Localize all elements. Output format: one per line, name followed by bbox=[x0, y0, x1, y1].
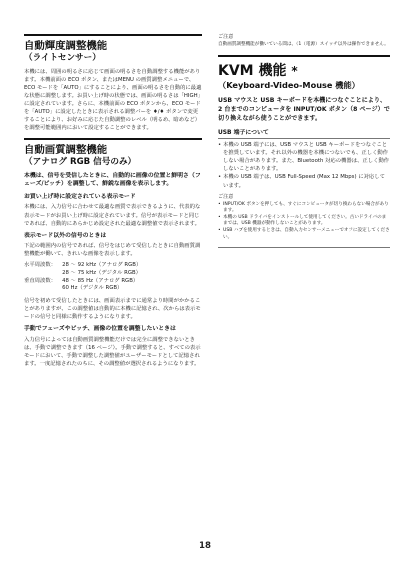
frequency-label bbox=[24, 285, 62, 293]
frequency-value: 48 ～ 85 Hz（アナログ RGB） bbox=[62, 277, 139, 284]
kvm-subtitle: （Keyboard-Video-Mouse 機能） bbox=[218, 79, 360, 90]
frequency-value: 60 Hz（デジタル RGB） bbox=[62, 285, 123, 292]
right-column bbox=[218, 34, 390, 251]
frequency-label: 水平周波数： bbox=[24, 262, 57, 269]
frequency-label bbox=[24, 270, 62, 278]
preset-mode-heading: お買い上げ時に設定されている表示モード bbox=[24, 193, 136, 200]
list-item: • INPUT/OK ボタンを押しても、すぐにコンピュータが切り換わらない場合があります。 bbox=[218, 202, 390, 215]
frequency-row bbox=[24, 270, 147, 278]
section-title-light-sensor bbox=[24, 40, 202, 64]
frequency-value: 28 ～ 75 kHz（デジタル RGB） bbox=[62, 270, 141, 276]
other-mode-text: 下記の範囲内の信号であれば、信号をはじめて受信したときに自動画質調整機能が働いて、きれいな画像を表示します。 bbox=[24, 243, 201, 258]
kvm-title bbox=[218, 63, 390, 79]
kvm-lead: USB マウスと USB キーボードを本機につなぐことにより、2 台までのコンピュータを INPUT/OK ボタン（8 ページ）で切り換えながら使うことができます。 bbox=[218, 96, 390, 122]
note-label: ご注意 bbox=[218, 34, 234, 40]
section-title-text: 自動画質調整機能 bbox=[24, 144, 108, 157]
frequency-table bbox=[24, 262, 147, 292]
note-label: ご注意 bbox=[218, 193, 234, 200]
note-text: 自動画質調整機能が働いている間は、（1（電源）スイッチ以外は操作できません。 bbox=[218, 42, 389, 47]
list-item: • 本機の USB 端子は、USB Full-Speed (Max 12 Mbps) に対応しています。 bbox=[218, 173, 390, 189]
frequency-row bbox=[24, 262, 147, 270]
kvm-title-mark: * bbox=[291, 63, 298, 78]
preset-mode-text: 本機には、入力信号に合わせて最適な画質で表示できるように、代表的な表示モードがお買い上げ時に設定されています。信号が表示モードと同じであれば、自動的にあらかじめ設定された最適な調整値で表示されます。 bbox=[24, 204, 201, 227]
section-divider bbox=[218, 247, 390, 248]
section-divider bbox=[218, 55, 390, 57]
list-item: • USB ハブを使用するときは、自動入力センサーメニューでオフに設定してください。 bbox=[218, 228, 390, 241]
section-subtitle: （アナログ RGB 信号のみ） bbox=[24, 156, 137, 167]
section-title-auto-quality bbox=[24, 144, 202, 168]
section-subtitle: （ライトセンサー） bbox=[24, 52, 101, 63]
frequency-value: 28 ～ 92 kHz（アナログ RGB） bbox=[62, 262, 142, 269]
usb-list bbox=[218, 141, 390, 190]
first-receive-text: 信号を初めて受信したときには、画面表示までに通常より時間がかかることがありますが、この調整値は自動的に本機に記憶され、次からは表示モードの信号と同様に動作するようになります。 bbox=[24, 297, 201, 320]
list-item: • 本機の USB 端子には、USB マウスと USB キーボードをつなぐことを推奨しています。それ以外の機器を本機につないでも、正しく動作しない場合があります。また、Bluetooth 対応の機器は、正しく動作しないことがあります。 bbox=[218, 141, 390, 173]
usb-heading: USB 端子について bbox=[218, 130, 390, 140]
frequency-label: 垂直周波数： bbox=[24, 277, 57, 284]
page-number: 18 bbox=[199, 541, 211, 551]
kvm-title-text: KVM 機能 bbox=[218, 62, 287, 79]
left-column bbox=[24, 34, 202, 372]
section-divider bbox=[24, 138, 202, 140]
manual-adjust-text: 入力信号によっては自動画質調整機能だけでは完全に調整できないときは、手動で調整できます（16 ページ）。手動で調整すると、すべての表示モードにおいて、手動で調整した調整値がユーザーモードとして記憶されます。一度記憶されたのちに、その調整値が選択されるようになります。 bbox=[24, 336, 201, 367]
other-mode-heading: 表示モード以外の信号のときは bbox=[24, 232, 107, 239]
auto-quality-lead: 本機は、信号を受信したときに、自動的に画像の位置と鮮明さ（フェーズ/ピッチ）を調整して、鮮鋭な画像を表示します。 bbox=[24, 172, 201, 188]
light-sensor-body: 本機には、周囲の明るさに応じて画面の明るさを自動調整する機能があります。本機前面の ECO ボタン、またはMENU の画質調整メニューで、ECO モードを「AUTO」にすることにより、画面の明るさを自動的に最適な状態に調整します。お買い上げ時の状態では、画面の明るさは「HIGH」に設定されています。さらに、本機前面の ECO ボタンから、ECO モードを「AUTO」に設定したときに表示される調整バーを ♦/♦ ボタンで変更することにより、お好みに応じた自動調整のレベル（明るめ、暗めなど）を調整可能範囲内において設定することができます。 bbox=[24, 68, 202, 132]
note-list bbox=[218, 202, 390, 242]
list-item: • 本機の USB ドライバをインストールして使用してください。古いドライバのままでは、USB 機器が動作しないことがあります。 bbox=[218, 215, 390, 228]
frequency-row bbox=[24, 285, 147, 293]
manual-adjust-heading: 手動でフェーズやピッチ、画像の位置を調整したいときは bbox=[24, 326, 176, 333]
section-title-text: 自動輝度調整機能 bbox=[24, 40, 108, 52]
section-divider bbox=[24, 34, 202, 36]
